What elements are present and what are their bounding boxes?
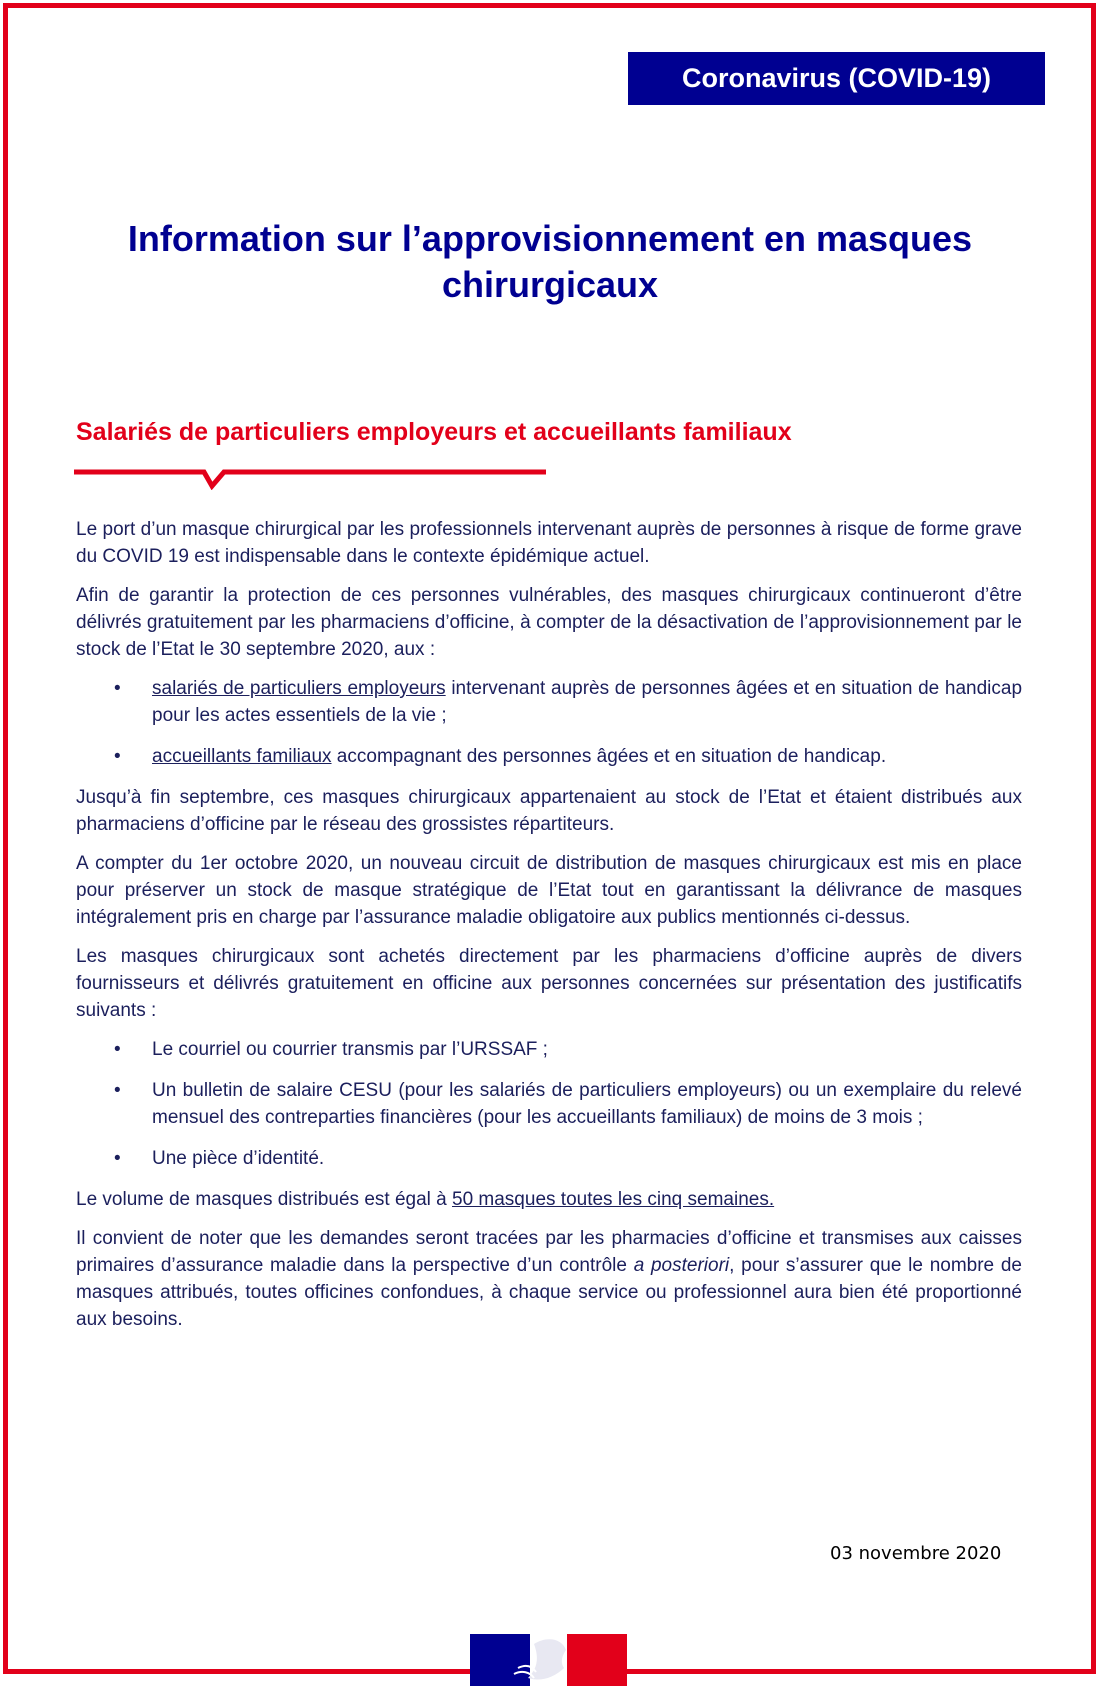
paragraph-protection: Afin de garantir la protection de ces personnes vulnérables, des masques chirurgicaux continueront d’être délivrés gratuitement par les pharmaciens d’officine, à compter de la désactivation de l’approvisionnement par le stock de l’Etat le 30 septembre 2020, aux : [76, 585, 1022, 660]
paragraph-purchase: Les masques chirurgicaux sont achetés directement par les pharmaciens d’officine auprès de divers fournisseurs et délivrés gratuitement en officine aux personnes concernées sur présentation des justificatifs suivants : [76, 946, 1022, 1021]
list-item [76, 675, 1022, 729]
section-subtitle: Salariés de particuliers employeurs et accueillants familiaux [76, 418, 792, 446]
bullet-icon: • [114, 1148, 121, 1169]
document-date: 03 novembre 2020 [830, 1543, 1002, 1564]
volume-text: Le volume de masques distribués est égal à [76, 1189, 452, 1210]
paragraph-new-circuit: A compter du 1er octobre 2020, un nouveau circuit de distribution de masques chirurgicaux est mis en place pour préserver un stock de masque stratégique de l’Etat tout en garantissant la délivrance de masques intégralement pris en charge par l’assurance maladie obligatoire aux publics mentionnés ci-dessus. [76, 853, 1022, 928]
paragraph-control [76, 1225, 1022, 1333]
bullet-icon: • [114, 1080, 121, 1101]
list-item-text: Un bulletin de salaire CESU (pour les salariés de particuliers employeurs) ou un exemplaire du relevé mensuel des contreparties financières (pour les accueillants familiaux) de moins de 3 mois ; [152, 1080, 1022, 1128]
list-item [76, 1036, 1022, 1063]
marianne-logo-icon [470, 1634, 627, 1686]
list-item-text: Une pièce d’identité. [152, 1148, 325, 1169]
list-item [76, 743, 1022, 770]
bullet-icon: • [114, 678, 121, 699]
control-text-b: , pour s’assurer que le nombre de masques attribués, toutes officines confondues, à chaque service ou professionnel aura bien été proportionné aux besoins. [76, 1255, 1022, 1330]
documents-list [76, 1036, 1022, 1172]
volume-link[interactable]: 50 masques toutes les cinq semaines. [452, 1189, 775, 1210]
bullet-icon: • [114, 746, 121, 767]
page-title: Information sur l’approvisionnement en masques chirurgicaux [127, 218, 973, 305]
control-emphasis: a posteriori [633, 1255, 730, 1276]
bullet-icon: • [114, 1039, 121, 1060]
list-item-text: intervenant auprès de personnes âgées et en situation de handicap pour les actes essentiels de la vie ; [152, 678, 1023, 726]
main-content [76, 516, 1022, 1345]
list-item-text: accompagnant des personnes âgées et en situation de handicap. [331, 746, 887, 767]
link-accueillants[interactable]: accueillants familiaux [152, 746, 332, 767]
paragraph-volume [76, 1186, 1022, 1213]
covid-tag-banner: Coronavirus (COVID-19) [628, 52, 1045, 105]
list-item-text: Le courriel ou courrier transmis par l’URSSAF ; [152, 1039, 548, 1060]
list-item [76, 1145, 1022, 1172]
list-item [76, 1077, 1022, 1131]
link-salaries[interactable]: salariés de particuliers employeurs [152, 678, 446, 699]
control-text-a: Il convient de noter que les demandes seront tracées par les pharmacies d’officine et transmises aux caisses primaires d’assurance maladie dans la perspective d’un contrôle [76, 1228, 1022, 1276]
speech-underline-decoration [74, 460, 554, 490]
paragraph-intro: Le port d’un masque chirurgical par les professionnels intervenant auprès de personnes à risque de forme grave du COVID 19 est indispensable dans le contexte épidémique actuel. [76, 519, 1022, 567]
beneficiaries-list [76, 675, 1022, 770]
paragraph-history: Jusqu’à fin septembre, ces masques chirurgicaux appartenaient au stock de l’Etat et étaient distribués aux pharmaciens d’officine par le réseau des grossistes répartiteurs. [76, 787, 1022, 835]
